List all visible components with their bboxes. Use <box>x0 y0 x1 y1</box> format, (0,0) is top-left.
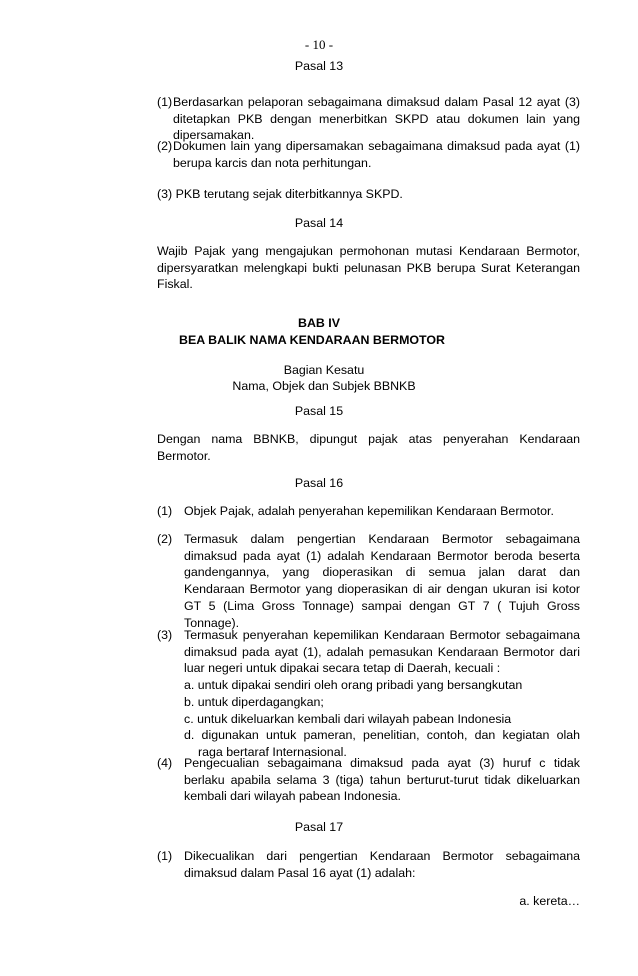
pasal-14-body <box>157 243 580 293</box>
chapter-number: BAB IV <box>298 316 340 330</box>
ayat-number: (2) <box>157 139 173 153</box>
ayat-line: Pengecualian sebagaimana dimaksud pada ayat (3) huruf c tidak <box>184 756 580 770</box>
ayat-line: dipersamakan. <box>173 128 255 143</box>
ayat-line: Objek Pajak, adalah penyerahan kepemilikan Kendaraan Bermotor. <box>184 504 554 518</box>
page-continuation: a. kereta… <box>519 894 580 908</box>
ayat-line: dimaksud dalam Pasal 16 ayat (1) adalah: <box>184 865 416 880</box>
pasal-13-title: Pasal 13 <box>294 59 344 73</box>
section-subtitle: Nama, Objek dan Subjek BBNKB <box>232 379 416 393</box>
paragraph-line: dipersyaratkan melengkapi bukti pelunasan PKB berupa Surat Keterangan <box>157 260 580 275</box>
paragraph-line: Bermotor. <box>157 448 211 463</box>
ayat-number: (4) <box>157 756 173 770</box>
ayat-line: Termasuk penyerahan kepemilikan Kendaraan Bermotor sebagaimana <box>184 628 580 642</box>
ayat-line: gandengannya, yang dioperasikan di semua jalan darat dan <box>184 565 580 580</box>
ayat-line: Termasuk dalam pengertian Kendaraan Bermotor sebagaimana <box>184 532 580 546</box>
pasal-16-title: Pasal 16 <box>294 476 344 490</box>
pasal-15-title: Pasal 15 <box>294 404 344 418</box>
pasal-17-title: Pasal 17 <box>294 820 344 834</box>
ayat-line: Dokumen lain yang dipersamakan sebagaimana dimaksud pada ayat (1) <box>173 139 580 153</box>
ayat-line: dimaksud pada ayat (1) adalah Kendaraan Bermotor beroda beserta <box>184 548 580 563</box>
sub-item-a: a. untuk dipakai sendiri oleh orang pribadi yang bersangkutan <box>184 678 523 693</box>
ayat-number: (3) <box>157 628 173 642</box>
section-title: Bagian Kesatu <box>283 363 365 377</box>
ayat-line: berlaku apabila selama 3 (tiga) tahun berturut-turut tidak dikeluarkan <box>184 772 580 787</box>
page-number: - 10 - <box>304 37 334 52</box>
ayat-number: (1) <box>157 849 173 863</box>
pasal-16-ayat-3 <box>157 627 580 759</box>
pasal-14-title: Pasal 14 <box>294 216 344 230</box>
ayat-line: kembali dari wilayah pabean Indonesia. <box>184 789 401 804</box>
ayat-line: ditetapkan PKB dengan menerbitkan SKPD atau dokumen lain yang <box>173 111 580 126</box>
paragraph-line: Fiskal. <box>157 277 193 292</box>
ayat-line: GT 5 (Lima Gross Tonnage) sampai dengan GT 7 ( Tujuh Gross <box>184 598 580 613</box>
ayat-number: (1) <box>157 95 173 109</box>
paragraph-line: Dengan nama BBNKB, dipungut pajak atas penyerahan Kendaraan <box>157 432 580 446</box>
ayat-line: Berdasarkan pelaporan sebagaimana dimaksud dalam Pasal 12 ayat (3) <box>173 95 580 109</box>
ayat-line: dimaksud pada ayat (1), adalah pemasukan Kendaraan Bermotor dari <box>184 644 580 659</box>
ayat-line: luar negeri untuk dipakai secara tetap di Daerah, kecuali : <box>184 661 501 676</box>
pasal-16-ayat-1 <box>157 503 580 521</box>
ayat-number: (1) <box>157 504 173 518</box>
pasal-17-ayat-1 <box>157 848 580 884</box>
paragraph-line: Wajib Pajak yang mengajukan permohonan mutasi Kendaraan Bermotor, <box>157 244 580 258</box>
ayat-line: berupa karcis dan nota perhitungan. <box>173 155 372 170</box>
ayat-line: Kendaraan Bermotor yang dioperasikan di air dengan ukuran isi kotor <box>184 582 580 597</box>
pasal-16-ayat-4 <box>157 755 580 807</box>
pasal-13-ayat-2 <box>157 138 580 174</box>
ayat-number: (2) <box>157 532 173 546</box>
sub-item-d: d. digunakan untuk pameran, penelitian, contoh, dan kegiatan olah <box>184 728 580 743</box>
pasal-13-ayat-3: (3) PKB terutang sejak diterbitkannya SKPD. <box>157 187 403 201</box>
sub-item-b: b. untuk diperdagangkan; <box>184 694 324 709</box>
sub-item-d-continuation: raga bertaraf Internasional. <box>198 744 347 759</box>
ayat-line: Tonnage). <box>184 615 240 630</box>
sub-item-c: c. untuk dikeluarkan kembali dari wilayah pabean Indonesia <box>184 711 512 726</box>
ayat-line: Dikecualikan dari pengertian Kendaraan Bermotor sebagaimana <box>184 849 580 863</box>
pasal-15-body <box>157 431 580 464</box>
pasal-16-ayat-2 <box>157 531 580 633</box>
chapter-title: BEA BALIK NAMA KENDARAAN BERMOTOR <box>179 333 445 347</box>
